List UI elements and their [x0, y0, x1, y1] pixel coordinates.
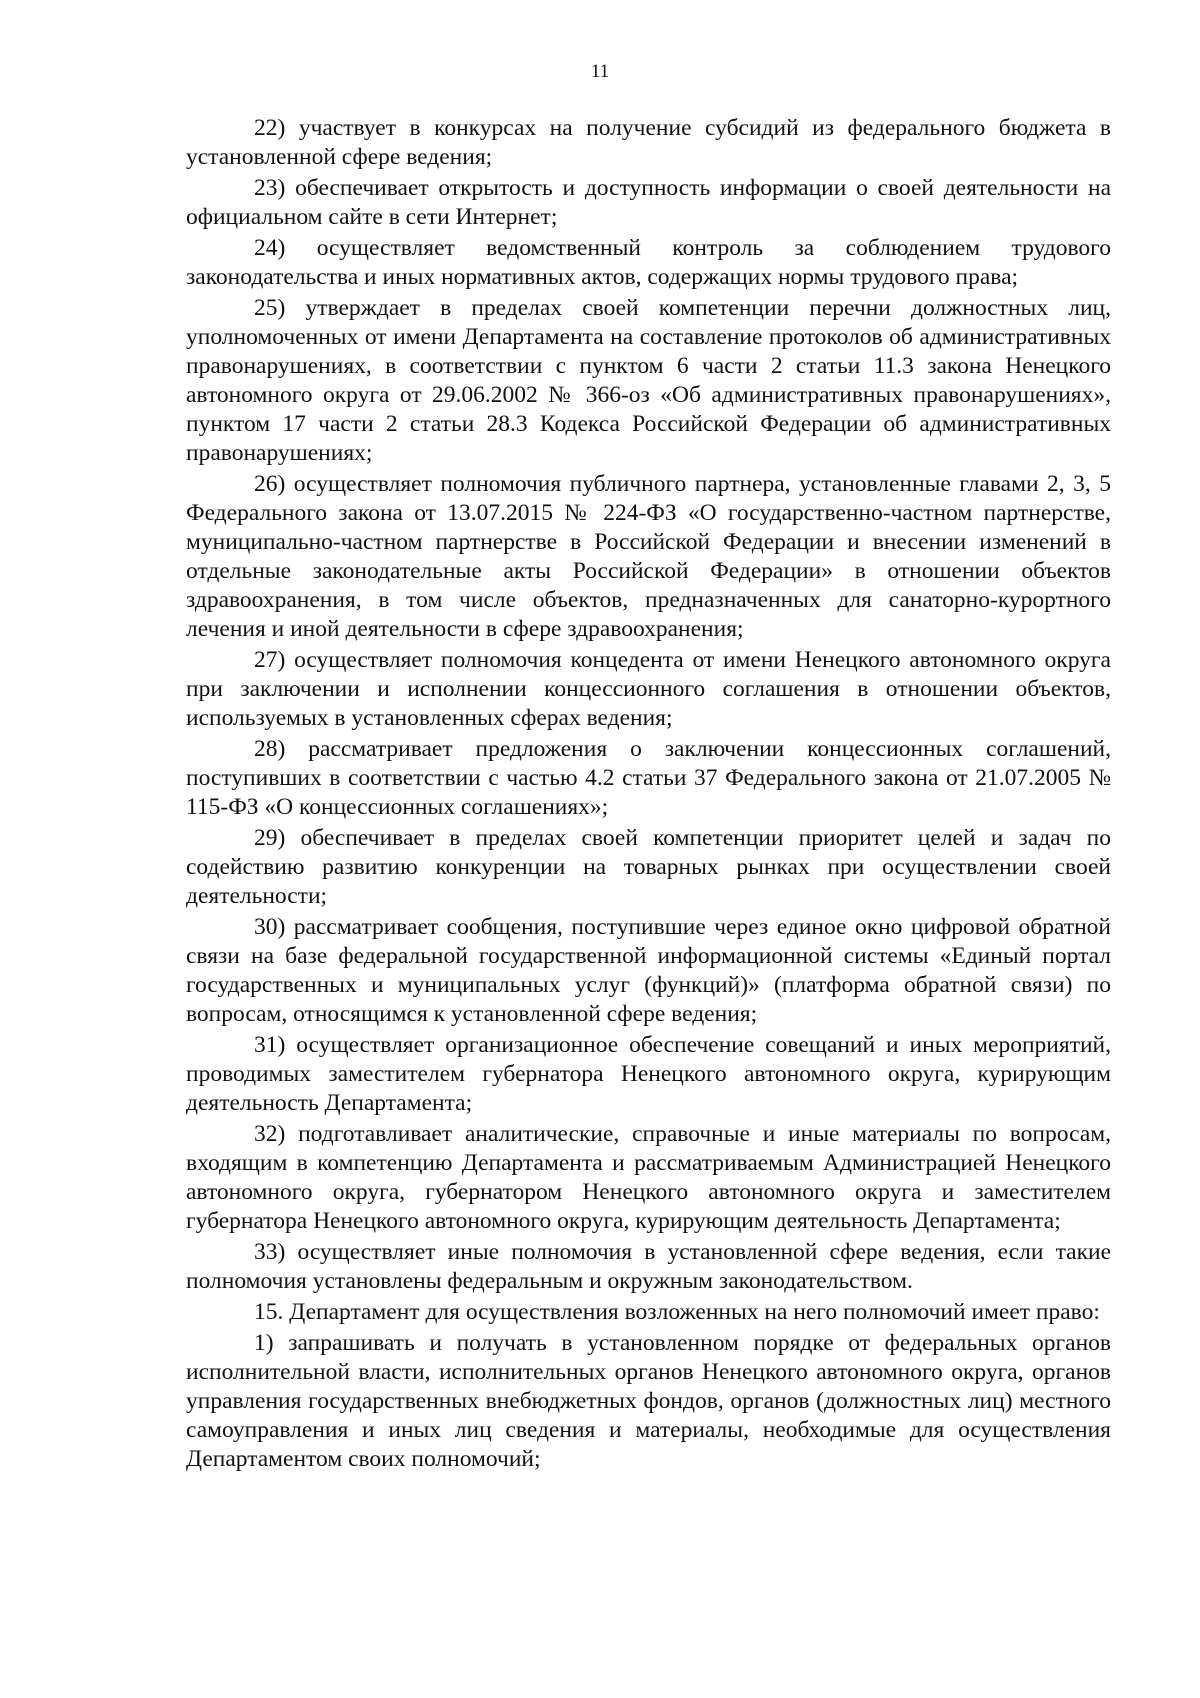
document-body — [186, 114, 1111, 1476]
paragraph-item-25: 25) утверждает в пределах своей компетенции перечни должностных лиц, уполномоченных от имени Департамента на составление протоколов об административных правонарушениях, в соответствии с пунктом 6 части 2 статьи 11.3 закона Ненецкого автономного округа от 29.06.2002 № 366-оз «Об административных правонарушениях», пунктом 17 части 2 статьи 28.3 Кодекса Российской Федерации об административных правонарушениях; — [186, 295, 1111, 466]
paragraph-item-29: 29) обеспечивает в пределах своей компетенции приоритет целей и задач по содействию развитию конкуренции на товарных рынках при осуществлении своей деятельности; — [186, 825, 1111, 909]
paragraph-item-15-1: 1) запрашивать и получать в установленном порядке от федеральных органов исполнительной власти, исполнительных органов Ненецкого автономного округа, органов управления государственных внебюджетных фондов, органов (должностных лиц) местного самоуправления и иных лиц сведения и материалы, необходимые для осуществления Департаментом своих полномочий; — [186, 1330, 1111, 1472]
paragraph-item-28: 28) рассматривает предложения о заключении концессионных соглашений, поступивших в соответствии с частью 4.2 статьи 37 Федерального закона от 21.07.2005 № 115-ФЗ «О концессионных соглашениях»; — [186, 736, 1111, 820]
paragraph-item-27: 27) осуществляет полномочия концедента от имени Ненецкого автономного округа при заключении и исполнении концессионного соглашения в отношении объектов, используемых в установленных сферах ведения; — [186, 647, 1111, 731]
paragraph-item-33: 33) осуществляет иные полномочия в установленной сфере ведения, если такие полномочия установлены федеральным и окружным законодательством. — [186, 1239, 1111, 1294]
paragraph-item-30: 30) рассматривает сообщения, поступившие через единое окно цифровой обратной связи на базе федеральной государственной информационной системы «Единый портал государственных и муниципальных услуг (функций)» (платформа обратной связи) по вопросам, относящимся к установленной сфере ведения; — [186, 914, 1111, 1027]
section-15-heading: 15. Департамент для осуществления возложенных на него полномочий имеет право: — [254, 1299, 1100, 1325]
paragraph-item-23: 23) обеспечивает открытость и доступность информации о своей деятельности на официальном сайте в сети Интернет; — [186, 175, 1111, 230]
paragraph-item-26: 26) осуществляет полномочия публичного партнера, установленные главами 2, 3, 5 Федерального закона от 13.07.2015 № 224-ФЗ «О государственно-частном партнерстве, муниципально-частном партнерстве в Российской Федерации и внесении изменений в отдельные законодательные акты Российской Федерации» в отношении объектов здравоохранения, в том числе объектов, предназначенных для санаторно-курортного лечения и иной деятельности в сфере здравоохранения; — [186, 471, 1111, 642]
paragraph-item-22: 22) участвует в конкурсах на получение субсидий из федерального бюджета в установленной сфере ведения; — [186, 115, 1111, 170]
page-number: 11 — [590, 61, 610, 82]
paragraph-item-32: 32) подготавливает аналитические, справочные и иные материалы по вопросам, входящим в компетенцию Департамента и рассматриваемым Администрацией Ненецкого автономного округа, губернатором Ненецкого автономного округа и заместителем губернатора Ненецкого автономного округа, курирующим деятельность Департамента; — [186, 1121, 1111, 1234]
paragraph-item-31: 31) осуществляет организационное обеспечение совещаний и иных мероприятий, проводимых заместителем губернатора Ненецкого автономного округа, курирующим деятельность Департамента; — [186, 1032, 1111, 1116]
paragraph-item-24: 24) осуществляет ведомственный контроль за соблюдением трудового законодательства и иных нормативных актов, содержащих нормы трудового права; — [186, 235, 1111, 290]
